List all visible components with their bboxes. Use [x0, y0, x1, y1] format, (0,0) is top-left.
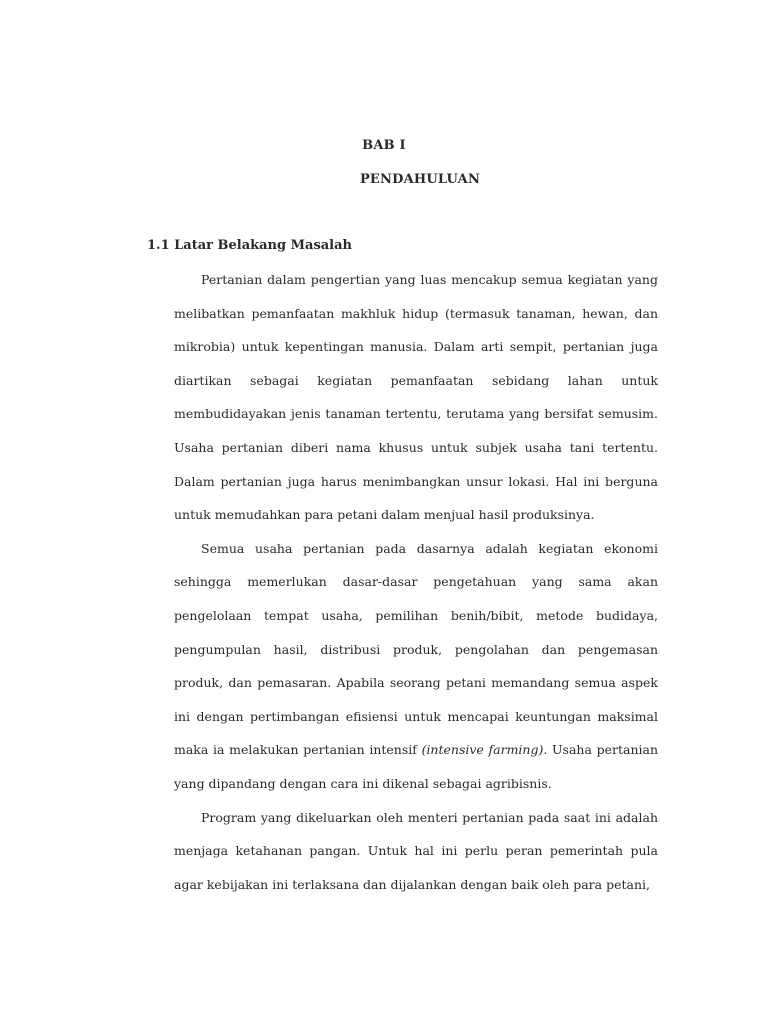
chapter-title: PENDAHULUAN	[359, 172, 481, 187]
paragraph-2-italic-term: (intensive farming)	[421, 742, 544, 758]
chapter-number: BAB I	[362, 138, 406, 153]
paragraph-2-text-after: . Usaha pertanian yang dipandang dengan cara ini dikenal sebagai agribisnis.	[174, 742, 659, 791]
paragraph-1: Pertanian dalam pengertian yang luas mencakup semua kegiatan yang melibatkan pemanfaatan makhluk hidup (termasuk tanaman, hewan, dan mikrobia) untuk kepentingan manusia. Dalam arti sempit, pertanian juga diartikan sebagai kegiatan pemanfaatan sebidang lahan untuk membudidayakan jenis tanaman tertentu, terutama yang bersifat semusim. Usaha pertanian diberi nama khusus untuk subjek usaha tani tertentu. Dalam pertanian juga harus menimbangkan unsur lokasi. Hal ini berguna untuk memudahkan para petani dalam menjual hasil produksinya.	[174, 272, 658, 523]
body-text	[174, 263, 658, 901]
paragraph-2	[174, 532, 658, 801]
section-heading: 1.1 Latar Belakang Masalah	[147, 238, 352, 253]
paragraph-2-text-before: Semua usaha pertanian pada dasarnya adalah kegiatan ekonomi sehingga memerlukan dasar-dasar pengetahuan yang sama akan pengelolaan tempat usaha, pemilihan benih/bibit, metode budidaya, pengumpulan hasil, distribusi produk, pengolahan dan pengemasan produk, dan pemasaran. Apabila seorang petani memandang semua aspek ini dengan pertimbangan efisiensi untuk mencapai keuntungan maksimal maka ia melakukan pertanian intensif	[174, 540, 658, 758]
paragraph-3: Program yang dikeluarkan oleh menteri pertanian pada saat ini adalah menjaga ketahanan pangan. Untuk hal ini perlu peran pemerintah pula agar kebijakan ini terlaksana dan dijalankan dengan baik oleh para petani,	[174, 809, 658, 892]
